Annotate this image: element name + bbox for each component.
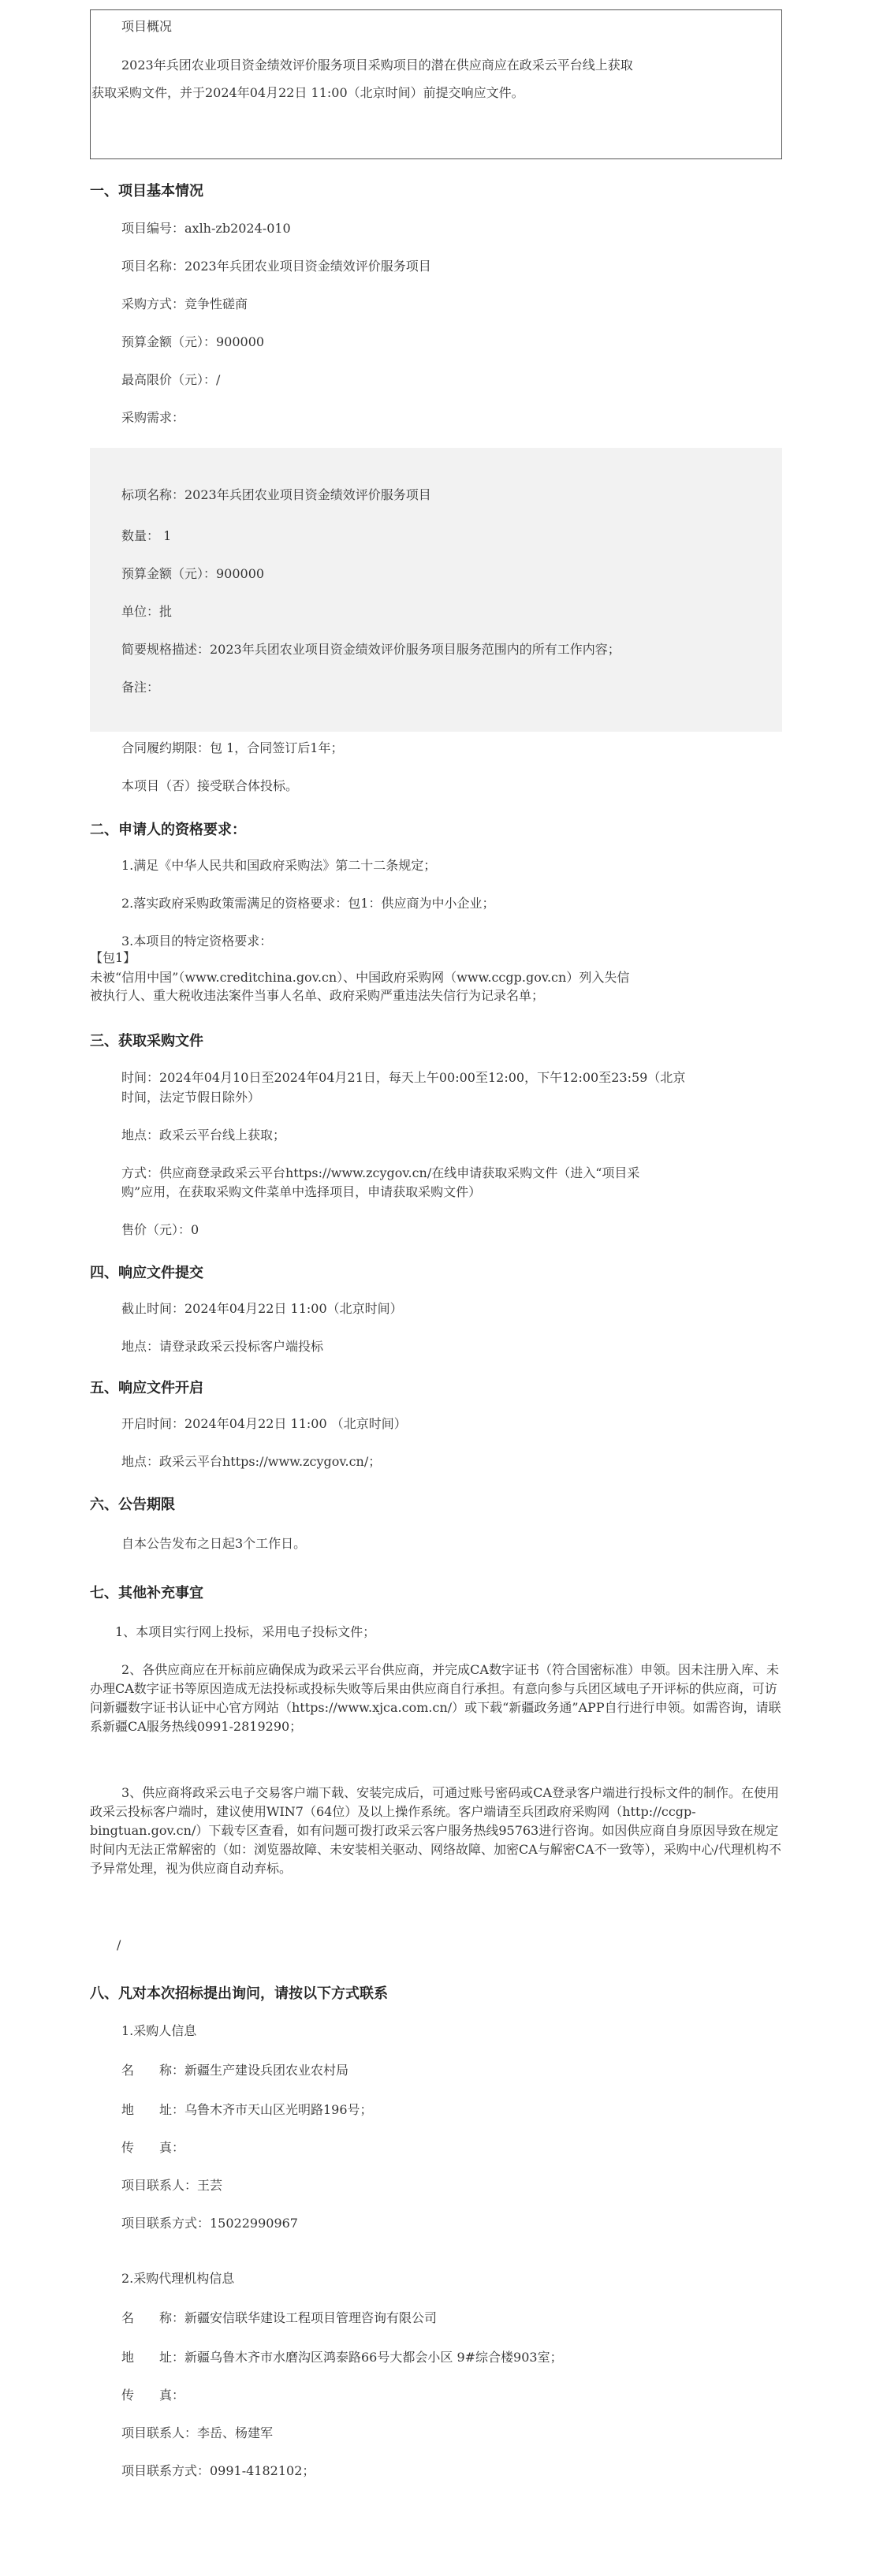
submission-place: 地点：请登录政采云投标客户端投标 bbox=[121, 1339, 324, 1354]
section-1-heading: 一、项目基本情况 bbox=[90, 183, 203, 199]
document-price: 售价（元）：0 bbox=[121, 1222, 199, 1237]
section-3-heading: 三、获取采购文件 bbox=[90, 1033, 203, 1049]
procurement-method: 采购方式：竞争性磋商 bbox=[121, 296, 248, 311]
budget-amount: 预算金额（元）：900000 bbox=[121, 334, 265, 349]
credit-requirement-line-2: 被执行人、重大税收违法案件当事人名单、政府采购严重违法失信行为记录名单； bbox=[90, 988, 545, 1003]
purchaser-fax: 传 真： bbox=[121, 2140, 185, 2155]
agency-contact: 项目联系人：李岳、杨建军 bbox=[121, 2425, 274, 2440]
section-6-heading: 六、公告期限 bbox=[90, 1497, 175, 1513]
obtain-method-line-2: 购”应用，在获取采购文件菜单中选择项目，申请获取采购文件） bbox=[121, 1184, 482, 1199]
consortium-note: 本项目（否）接受联合体投标。 bbox=[121, 778, 299, 793]
section-2-heading: 二、申请人的资格要求： bbox=[90, 822, 246, 838]
agency-info-title: 2.采购代理机构信息 bbox=[121, 2271, 235, 2286]
package-label: 【包1】 bbox=[90, 950, 136, 965]
obtain-time-line-2: 时间，法定节假日除外） bbox=[121, 1090, 261, 1105]
section-5-heading: 五、响应文件开启 bbox=[90, 1380, 203, 1396]
procurement-demand-label: 采购需求： bbox=[121, 410, 185, 425]
item-budget: 预算金额（元）：900000 bbox=[121, 566, 265, 581]
announcement-period: 自本公告发布之日起3个工作日。 bbox=[121, 1536, 307, 1551]
qualification-item-1: 1.满足《中华人民共和国政府采购法》第二十二条规定； bbox=[121, 858, 437, 873]
opening-time: 开启时间：2024年04月22日 11:00 （北京时间） bbox=[121, 1416, 407, 1431]
agency-name: 名 称：新疆安信联华建设工程项目管理咨询有限公司 bbox=[121, 2310, 438, 2325]
agency-fax: 传 真： bbox=[121, 2388, 185, 2403]
overview-line-1: 2023年兵团农业项目资金绩效评价服务项目采购项目的潜在供应商应在政采云平台线上获取 bbox=[121, 58, 633, 73]
qualification-item-2: 2.落实政府采购政策需满足的资格要求：包1：供应商为中小企业； bbox=[121, 896, 495, 911]
purchaser-address: 地 址：乌鲁木齐市天山区光明路196号； bbox=[121, 2102, 373, 2117]
contract-period: 合同履约期限：包 1，合同签订后1年； bbox=[121, 740, 344, 755]
section-7-heading: 七、其他补充事宜 bbox=[90, 1585, 203, 1601]
section-8-heading: 八、凡对本次招标提出询问，请按以下方式联系 bbox=[90, 1985, 388, 2002]
item-spec: 简要规格描述：2023年兵团农业项目资金绩效评价服务项目服务范围内的所有工作内容； bbox=[121, 642, 620, 657]
item-name: 标项名称：2023年兵团农业项目资金绩效评价服务项目 bbox=[121, 487, 431, 502]
project-name: 项目名称：2023年兵团农业项目资金绩效评价服务项目 bbox=[121, 259, 431, 274]
purchaser-phone: 项目联系方式：15022990967 bbox=[121, 2216, 298, 2231]
purchaser-name: 名 称：新疆生产建设兵团农业农村局 bbox=[121, 2063, 349, 2078]
submission-deadline: 截止时间：2024年04月22日 11:00（北京时间） bbox=[121, 1301, 403, 1316]
qualification-item-3: 3.本项目的特定资格要求： bbox=[121, 934, 273, 949]
agency-address: 地 址：新疆乌鲁木齐市水磨沟区鸿泰路66号大都会小区 9#综合楼903室； bbox=[121, 2350, 563, 2365]
max-price: 最高限价（元）：/ bbox=[121, 372, 221, 387]
obtain-method-line-1: 方式：供应商登录政采云平台https://www.zcygov.cn/在线申请获取采购文件（进入“项目采 bbox=[121, 1165, 640, 1180]
opening-place: 地点：政采云平台https://www.zcygov.cn/； bbox=[121, 1454, 382, 1469]
item-unit: 单位：批 bbox=[121, 604, 173, 619]
purchaser-info-title: 1.采购人信息 bbox=[121, 2023, 197, 2038]
supplement-item-2: 2、各供应商应在开标前应确保成为政采云平台供应商，并完成CA数字证书（符合国密标准）申领。因未注册入库、未办理CA数字证书等原因造成无法投标或投标失败等后果由供应商自行承担。有意向参与兵团区域电子开评标的供应商，可访问新疆数字证书认证中心官方网站（https://www.xjca.com.cn/）或下载“新疆政务通”APP自行进行申领。如需咨询，请联系新疆CA服务热线0991-2819290； bbox=[90, 1662, 781, 1734]
item-remark: 备注： bbox=[121, 680, 160, 695]
supplement-slash: / bbox=[117, 1937, 121, 1952]
overview-line-2: 获取采购文件，并于2024年04月22日 11:00（北京时间）前提交响应文件。 bbox=[91, 85, 524, 100]
credit-requirement-line-1: 未被“信用中国”（www.creditchina.gov.cn）、中国政府采购网（www.ccgp.gov.cn）列入失信 bbox=[90, 970, 630, 985]
supplement-item-1: 1、本项目实行网上投标，采用电子投标文件； bbox=[115, 1624, 376, 1639]
obtain-time-line-1: 时间：2024年04月10日至2024年04月21日，每天上午00:00至12:00，下午12:00至23:59（北京 bbox=[121, 1070, 686, 1085]
agency-phone: 项目联系方式：0991-4182102； bbox=[121, 2463, 315, 2478]
item-quantity: 数量： 1 bbox=[121, 528, 172, 543]
purchaser-contact: 项目联系人：王芸 bbox=[121, 2178, 223, 2193]
obtain-place: 地点：政采云平台线上获取； bbox=[121, 1128, 286, 1143]
section-4-heading: 四、响应文件提交 bbox=[90, 1265, 203, 1281]
project-number: 项目编号：axlh-zb2024-010 bbox=[121, 221, 291, 236]
supplement-item-3: 3、供应商将政采云电子交易客户端下载、安装完成后，可通过账号密码或CA登录客户端进行投标文件的制作。在使用政采云投标客户端时，建议使用WIN7（64位）及以上操作系统。客户端请至兵团政府采购网（http://ccgp-bingtuan.gov.cn/）下载专区查看，如有问题可拨打政采云客户服务热线95763进行咨询。如因供应商自身原因导致在规定时间内无法正常解密的（如：浏览器故障、未安装相关驱动、网络故障、加密CA与解密CA不一致等），采购中心/代理机构不予异常处理，视为供应商自动弃标。 bbox=[90, 1785, 781, 1876]
overview-title: 项目概况 bbox=[121, 19, 173, 34]
